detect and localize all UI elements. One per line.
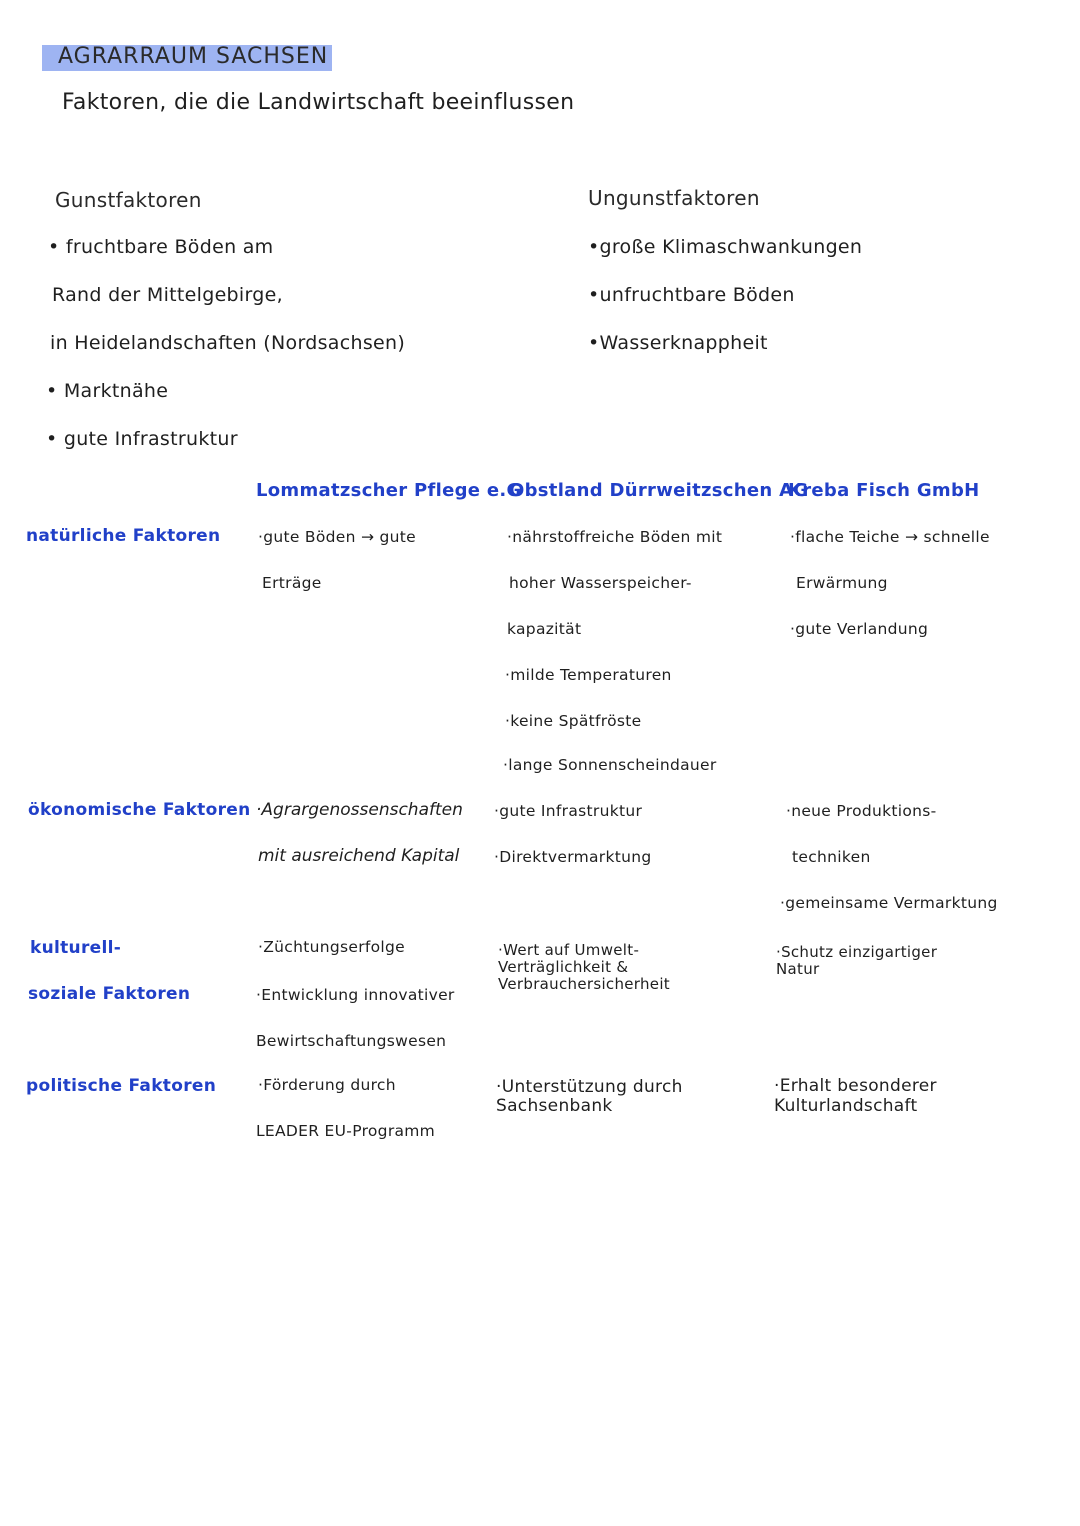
- column-header-lommatzsch: Lommatzscher Pflege e.G: [256, 480, 522, 501]
- cell-text: ·Agrargenossenschaften: [256, 800, 463, 820]
- cell-line: ·Unterstützung durch: [496, 1077, 683, 1097]
- cell-text: ·lange Sonnenscheindauer: [503, 756, 717, 774]
- gunst-line: Rand der Mittelgebirge,: [52, 284, 283, 306]
- ungunst-line: •große Klimaschwankungen: [588, 236, 863, 258]
- cell-line: Verbrauchersicherheit: [498, 975, 670, 993]
- page-subtitle: Faktoren, die die Landwirtschaft beeinflussen: [62, 90, 575, 115]
- cell-text: Erträge: [262, 574, 322, 592]
- gunst-heading: Gunstfaktoren: [55, 188, 202, 212]
- gunst-line: • Marktnähe: [46, 380, 169, 402]
- cell-text: techniken: [792, 848, 871, 866]
- cell-text: [498, 942, 758, 993]
- gunst-line: • gute Infrastruktur: [46, 428, 238, 450]
- cell-line: ·Erhalt besonderer: [774, 1076, 937, 1096]
- row-label-natural: natürliche Faktoren: [26, 526, 221, 546]
- row-label-cultural: kulturell-: [30, 938, 122, 958]
- cell-text: [776, 944, 1056, 978]
- cell-text: ·gute Böden → gute: [258, 528, 416, 546]
- cell-text: LEADER EU-Programm: [256, 1122, 436, 1140]
- cell-text: ·neue Produktions-: [786, 802, 937, 820]
- gunst-line: • fruchtbare Böden am: [48, 236, 274, 258]
- cell-text: Bewirtschaftungswesen: [256, 1032, 447, 1050]
- cell-line: Natur: [776, 960, 820, 978]
- ungunst-line: •unfruchtbare Böden: [588, 284, 795, 306]
- cell-text: hoher Wasserspeicher-: [509, 574, 692, 592]
- column-header-obstland: Obstland Dürrweitzschen AG: [509, 480, 809, 501]
- cell-line: Kulturlandschaft: [774, 1096, 918, 1116]
- cell-line: Verträglichkeit &: [498, 958, 629, 976]
- cell-text: ·flache Teiche → schnelle: [790, 528, 990, 546]
- column-header-kreba: Kreba Fisch GmbH: [788, 480, 980, 501]
- cell-text: kapazität: [507, 620, 582, 638]
- cell-line: ·Wert auf Umwelt-: [498, 941, 640, 959]
- cell-text: ·milde Temperaturen: [505, 666, 672, 684]
- ungunst-line: •Wasserknappheit: [588, 332, 768, 354]
- cell-text: ·nährstoffreiche Böden mit: [507, 528, 723, 546]
- cell-text: ·gute Verlandung: [790, 620, 929, 638]
- cell-text: ·Förderung durch: [258, 1076, 396, 1094]
- cell-line: ·Schutz einzigartiger: [776, 943, 938, 961]
- gunst-line: in Heidelandschaften (Nordsachsen): [50, 332, 406, 354]
- cell-text: [774, 1076, 1054, 1116]
- cell-text: ·gute Infrastruktur: [494, 802, 643, 820]
- cell-text: ·Entwicklung innovativer: [256, 986, 455, 1004]
- cell-text: ·Züchtungserfolge: [258, 938, 405, 956]
- cell-line: Sachsenbank: [496, 1096, 613, 1116]
- row-label-political: politische Faktoren: [26, 1076, 217, 1096]
- cell-text: mit ausreichend Kapital: [258, 846, 460, 866]
- page-title: AGRARRAUM SACHSEN: [58, 44, 329, 69]
- cell-text: ·gemeinsame Vermarktung: [780, 894, 998, 912]
- ungunst-heading: Ungunstfaktoren: [588, 186, 760, 210]
- cell-text: [496, 1078, 756, 1116]
- cell-text: Erwärmung: [796, 574, 888, 592]
- cell-text: ·keine Spätfröste: [505, 712, 642, 730]
- row-label-economic: ökonomische Faktoren: [28, 800, 251, 820]
- cell-text: ·Direktvermarktung: [494, 848, 652, 866]
- row-label-cultural: soziale Faktoren: [28, 984, 191, 1004]
